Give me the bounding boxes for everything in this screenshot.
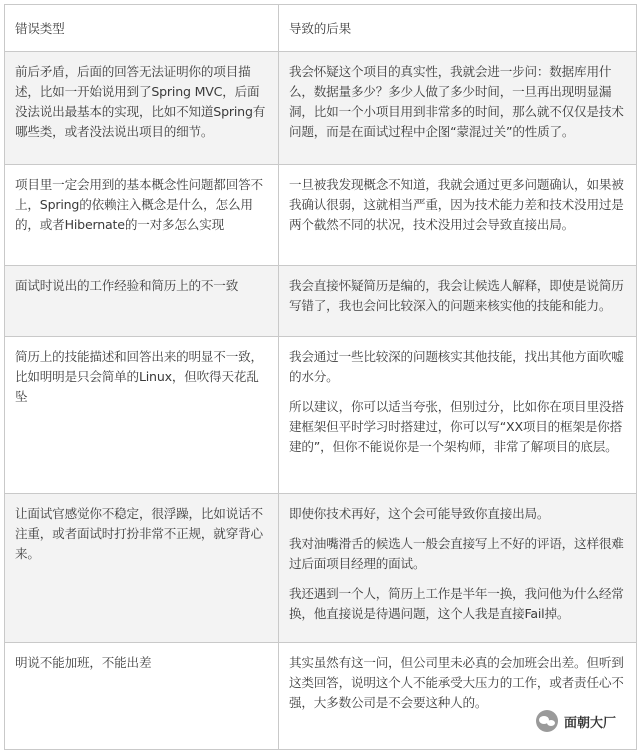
wechat-icon (536, 710, 558, 732)
column-header-error-type: 错误类型 (5, 5, 279, 52)
consequence-paragraph: 即使你技术再好，这个会可能导致你直接出局。 (289, 506, 550, 521)
error-type-cell: 明说不能加班，不能出差 (5, 643, 279, 750)
watermark-text: 面朝大厂 (563, 715, 616, 731)
error-type-cell: 项目里一定会用到的基本概念性问题都回答不上，Spring的依赖注入概念是什么，怎么用的，或者Hibernate的一对多怎么实现 (5, 165, 279, 266)
consequence-cell (279, 52, 637, 165)
consequence-paragraph: 我对油嘴滑舌的候选人一般会直接写上不好的评语，这样很难过后面项目经理的面试。 (289, 536, 624, 571)
table-row (5, 165, 637, 266)
table-row (5, 337, 637, 494)
consequence-cell (279, 337, 637, 494)
consequence-cell (279, 494, 637, 643)
error-type-cell: 简历上的技能描述和回答出来的明显不一致，比如明明是只会简单的Linux，但吹得天花乱坠 (5, 337, 279, 494)
table-row (5, 266, 637, 337)
consequence-cell (279, 165, 637, 266)
watermark (532, 708, 620, 734)
consequence-paragraph: 我还遇到一个人，简历上工作是半年一换，我问他为什么经常换，他直接说是待遇问题，这个人我是直接Fail掉。 (289, 586, 624, 621)
error-type-cell: 面试时说出的工作经验和简历上的不一致 (5, 266, 279, 337)
error-type-cell: 前后矛盾，后面的回答无法证明你的项目描述，比如一开始说用到了Spring MVC，后面没法说出最基本的实现，比如不知道Spring有哪些类，或者没法说出项目的细节。 (5, 52, 279, 165)
table-row (5, 52, 637, 165)
table-row (5, 494, 637, 643)
consequence-paragraph: 我会怀疑这个项目的真实性，我就会进一步问：数据库用什么，数据量多少？多少人做了多少时间，一旦再出现明显漏洞，比如一个小项目用到非常多的时间，那么就不仅仅是技术问题，而是在面试过程中企图“蒙混过关”的性质了。 (289, 64, 624, 139)
error-type-cell: 让面试官感觉你不稳定，很浮躁，比如说话不注重，或者面试时打扮非常不正规，就穿背心来。 (5, 494, 279, 643)
comparison-table (4, 4, 637, 750)
consequence-paragraph: 我会直接怀疑简历是编的，我会让候选人解释，即使是说简历写错了，我也会问比较深入的问题来核实他的技能和能力。 (289, 278, 624, 313)
consequence-paragraph: 其实虽然有这一问，但公司里未必真的会加班会出差。但听到这类回答，说明这个人不能承受大压力的工作，或者责任心不强，大多数公司是不会要这种人的。 (289, 655, 624, 710)
consequence-cell (279, 266, 637, 337)
consequence-paragraph: 我会通过一些比较深的问题核实其他技能，找出其他方面吹嘘的水分。 (289, 349, 624, 384)
column-header-consequence: 导致的后果 (279, 5, 637, 52)
consequence-paragraph: 一旦被我发现概念不知道，我就会通过更多问题确认，如果被我确认很弱，这就相当严重，因为技术能力差和技术没用过是两个截然不同的状况，技术没用过会导致直接出局。 (289, 177, 624, 232)
consequence-paragraph: 所以建议，你可以适当夸张，但别过分，比如你在项目里没搭建框架但平时学习时搭建过，你可以写“XX项目的框架是你搭建的”，但你不能说你是一个架构师，非常了解项目的底层。 (289, 399, 624, 454)
table-header-row (5, 5, 637, 52)
